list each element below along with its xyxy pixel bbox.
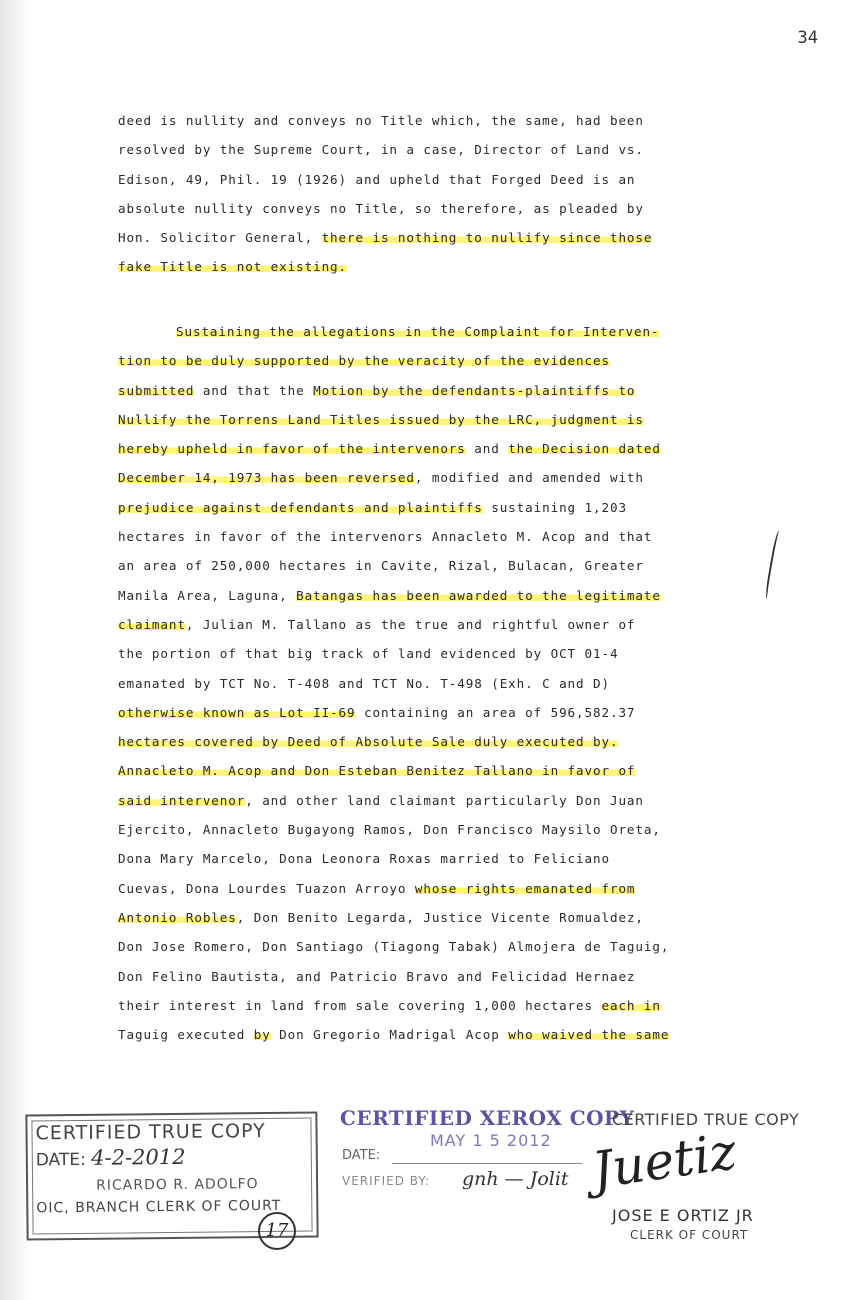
xerox-date-label: DATE: — [342, 1148, 381, 1163]
highlighted-text: fake Title is not existing. — [118, 259, 348, 275]
highlighted-text: submitted — [118, 382, 195, 398]
text-line — [118, 610, 758, 639]
text-line — [118, 376, 758, 405]
text-line — [118, 463, 758, 492]
stamp-branch-date-label: DATE: — [35, 1149, 86, 1171]
text-line — [118, 903, 758, 932]
text-segment: and that the — [194, 382, 314, 398]
highlighted-text: whose rights emanated from — [414, 880, 636, 896]
text-line — [118, 756, 758, 785]
highlighted-text: hectares covered by Deed of Absolute Sale duly executed by. — [118, 734, 619, 750]
text-line — [118, 581, 758, 610]
text-segment: their interest in land from sale covering 1,000 hectares — [118, 997, 602, 1013]
text-segment: deed is nullity and conveys no Title which, the same, had been — [118, 113, 644, 128]
highlighted-text: hereby upheld in favor of the intervenors — [118, 441, 466, 457]
highlighted-text: claimant — [118, 616, 186, 632]
text-line — [118, 522, 758, 551]
highlighted-text: December 14, 1973 has been reversed — [118, 470, 415, 486]
text-segment: , modified and amended with — [414, 470, 644, 486]
text-segment: an area of 250,000 hectares in Cavite, Rizal, Bulacan, Greater — [118, 558, 644, 574]
text-segment: and — [465, 441, 509, 457]
xerox-verified-label: VERIFIED BY: — [342, 1174, 431, 1188]
certified-xerox-copy-title: CERTIFIED XEROX COPY — [340, 1106, 635, 1130]
text-line — [118, 844, 758, 873]
highlighted-text: Annacleto M. Acop and Don Esteban Benitez Tallano in favor of — [118, 763, 636, 779]
highlighted-text: Motion by the defendants-plaintiffs to — [313, 382, 636, 398]
text-segment: containing an area of 596,582.37 — [355, 704, 636, 720]
text-line — [118, 165, 758, 194]
highlighted-text: said intervenor — [118, 792, 246, 808]
text-segment: Dona Mary Marcelo, Dona Leonora Roxas married to Feliciano — [118, 851, 610, 867]
stamp-branch-role: OIC, BRANCH CLERK OF COURT — [36, 1197, 282, 1217]
text-line — [118, 346, 758, 375]
text-line — [118, 551, 758, 580]
highlighted-text: who waived the same — [508, 1027, 670, 1043]
text-segment: hectares in favor of the intervenors Annacleto M. Acop and that — [118, 529, 653, 545]
text-line — [118, 1020, 758, 1049]
text-line — [118, 698, 758, 727]
ctc-stamp-title: CERTIFIED TRUE COPY — [612, 1110, 800, 1129]
text-segment: Don Felino Bautista, and Patricio Bravo and Felicidad Hernaez — [118, 968, 636, 984]
xerox-date-line — [392, 1163, 582, 1164]
text-line — [118, 223, 758, 252]
text-line — [118, 874, 758, 903]
text-line — [118, 669, 758, 698]
xerox-verifier-initials: gnh — Jolit — [462, 1168, 569, 1190]
text-segment: Don Gregorio Madrigal Acop — [270, 1027, 509, 1043]
text-segment: , Don Benito Legarda, Justice Vicente Romualdez, — [236, 909, 644, 925]
text-segment: , and other land claimant particularly Don Juan — [245, 792, 644, 808]
text-line — [118, 932, 758, 961]
ctc-signatory-role: CLERK OF COURT — [630, 1228, 749, 1242]
text-line — [118, 252, 758, 281]
highlighted-text: Batangas has been awarded to the legitimate — [296, 587, 661, 603]
stamp-branch-date-value: 4-2-2012 — [91, 1144, 186, 1170]
stamp-branch-name: RICARDO R. ADOLFO — [96, 1176, 259, 1194]
text-line — [118, 786, 758, 815]
text-segment: Hon. Solicitor General, — [118, 230, 322, 246]
ctc-signatory-name: JOSE E ORTIZ JR — [612, 1206, 754, 1225]
highlighted-text: Nullify the Torrens Land Titles issued by the LRC, judgment is — [118, 411, 644, 427]
text-line — [118, 405, 758, 434]
text-segment: emanated by TCT No. T-408 and TCT No. T-498 (Exh. C and D) — [118, 675, 610, 691]
paragraph-continuation — [118, 106, 758, 282]
highlighted-text: tion to be duly supported by the veracity of the evidences — [118, 353, 610, 369]
highlighted-text: there is nothing to nullify since those — [321, 230, 653, 246]
text-line — [118, 106, 758, 135]
text-segment: absolute nullity conveys no Title, so therefore, as pleaded by — [118, 200, 644, 216]
xerox-date-value: MAY 1 5 2012 — [430, 1131, 552, 1150]
highlighted-text: each in — [601, 997, 661, 1013]
text-line — [118, 727, 758, 756]
text-line — [118, 815, 758, 844]
highlighted-text: Antonio Robles — [118, 909, 237, 925]
ctc-signature: Juetiz — [588, 1122, 740, 1200]
text-segment: sustaining 1,203 — [482, 499, 627, 515]
highlighted-text: the Decision dated — [508, 441, 661, 457]
text-line — [118, 493, 758, 522]
text-line — [118, 991, 758, 1020]
text-segment: Edison, 49, Phil. 19 (1926) and upheld that Forged Deed is an — [118, 171, 636, 187]
text-segment: Don Jose Romero, Don Santiago (Tiagong Tabak) Almojera de Taguig, — [118, 939, 670, 955]
text-segment: Taguig executed — [118, 1027, 254, 1043]
text-segment: the portion of that big track of land evidenced by OCT 01-4 — [118, 646, 619, 662]
text-line — [118, 639, 758, 668]
margin-pen-mark — [764, 530, 784, 600]
scan-left-edge — [0, 0, 30, 1300]
text-line — [118, 962, 758, 991]
text-segment: resolved by the Supreme Court, in a case, Director of Land vs. — [118, 142, 644, 158]
text-line — [118, 194, 758, 223]
text-segment: Cuevas, Dona Lourdes Tuazon Arroyo — [118, 880, 415, 896]
highlighted-text: by — [253, 1027, 271, 1043]
paragraph-decision — [118, 317, 758, 1049]
text-line — [118, 434, 758, 463]
text-line — [118, 135, 758, 164]
stamp-branch-date — [36, 1145, 186, 1171]
highlighted-text: otherwise known as Lot II-69 — [118, 704, 356, 720]
page-number: 34 — [797, 28, 818, 48]
circled-page-number: 17 — [258, 1212, 296, 1250]
text-segment: , Julian M. Tallano as the true and rightful owner of — [185, 616, 636, 632]
highlighted-text: Sustaining the allegations in the Complaint for Interven- — [176, 324, 660, 339]
highlighted-text: prejudice against defendants and plaintiffs — [118, 499, 483, 515]
stamp-branch-title: CERTIFIED TRUE COPY — [35, 1120, 266, 1145]
text-line — [118, 317, 758, 346]
text-segment: Ejercito, Annacleto Bugayong Ramos, Don Francisco Maysilo Oreta, — [118, 822, 661, 838]
text-segment: Manila Area, Laguna, — [118, 587, 297, 603]
